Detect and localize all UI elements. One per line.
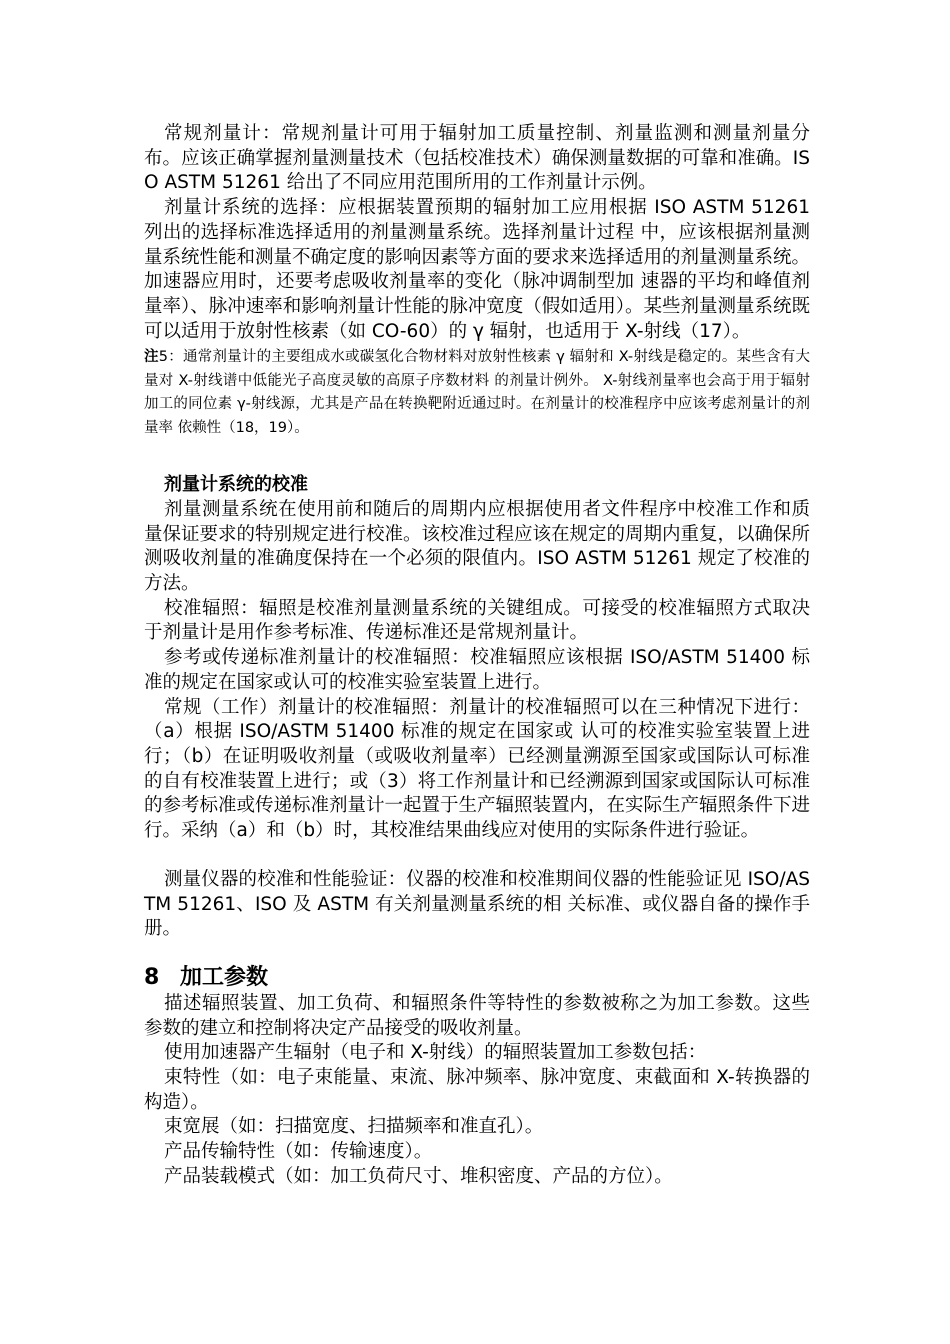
paragraph-beam-spread: 束宽展（如：扫描宽度、扫描频率和准直孔）。 xyxy=(164,1116,544,1138)
paragraph-accelerator-parameters: 使用加速器产生辐射（电子和 X-射线）的辐照装置加工参数包括： xyxy=(164,1042,707,1064)
paragraph-calibration-intro: 剂量测量系统在使用前和随后的周期内应根据使用者文件程序中校准工作和质量保证要求的特别规定进行校准。该校准过程应该在规定的周期内重复，以确保所测吸收剂量的准确度保持在一个必须的限值内。ISO ASTM 51261 规定了校准的方法。 xyxy=(144,498,811,595)
paragraph-routine-calibration: 常规（工作）剂量计的校准辐照：剂量计的校准辐照可以在三种情况下进行：（a）根据 ISO/ASTM 51400 标准的规定在国家或 认可的校准实验室装置上进行；（b）在证明吸收剂量（或吸收剂量率）已经测量溯源至国家或国际认可标准的自有校准装置上进行；或（3）将工作剂量计和已经溯源到国家或国际认可标准的参考标准或传递标准剂量计一起置于生产辐照装置内，在实际生产辐照条件下进行。采纳（a）和（b）时，其校准结果曲线应对使用的实际条件进行验证。 xyxy=(144,696,811,842)
section-heading-8 xyxy=(144,964,810,992)
document-page xyxy=(144,122,810,1190)
paragraph-beam-characteristics: 束特性（如：电子束能量、束流、脉冲频率、脉冲宽度、束截面和 X-转换器的构造）。 xyxy=(144,1067,810,1113)
paragraph-conveyor: 产品传输特性（如：传输速度）。 xyxy=(164,1141,433,1163)
section-title: 加工参数 xyxy=(180,964,269,990)
note-text: 5：通常剂量计的主要组成水或碳氢化合物材料对放射性核素 γ 辐射和 X-射线是稳定的。某些含有大量对 X-射线谱中低能光子高度灵敏的高原子序数材料 的剂量计例外。 X-射线剂量率也会高于用于辐射加工的同位素 γ-射线源，尤其是产品在转换靶附近通过时。在剂量计的校准程序中应该考虑剂量计的剂量率 依赖性（18，19）。 xyxy=(144,349,811,436)
paragraph-instrument-calibration: 测量仪器的校准和性能验证：仪器的校准和校准期间仪器的性能验证见 ISO/ASTM 51261、ISO 及 ASTM 有关剂量测量系统的相 关标准、或仪器自备的操作手册。 xyxy=(144,868,810,940)
paragraph-dosimeter-selection: 剂量计系统的选择：应根据装置预期的辐射加工应用根据 ISO ASTM 51261 列出的选择标准选择适用的剂量测量系统。选择剂量计过程 中，应该根据剂量测量系统性能和测量不确定度的影响因素等方面的要求来选择适用的剂量测量系统。加速器应用时，还要考虑吸收剂量率的变化（脉冲调制型加 速器的平均和峰值剂量率）、脉冲速率和影响剂量计性能的脉冲宽度（假如适用）。某些剂量测量系统既可以适用于放射性核素（如 CO-60）的 γ 辐射，也适用于 X-射线（17）。 xyxy=(144,197,811,342)
note-5 xyxy=(144,346,810,440)
paragraph-calibration-irradiation: 校准辐照：辐照是校准剂量测量系统的关键组成。可接受的校准辐照方式取决于剂量计是用作参考标准、传递标准还是常规剂量计。 xyxy=(144,597,810,644)
subheading-calibration: 剂量计系统的校准 xyxy=(164,473,308,495)
paragraph-routine-dosimeter: 常规剂量计：常规剂量计可用于辐射加工质量控制、剂量监测和测量剂量分布。应该正确掌握剂量测量技术（包括校准技术）确保测量数据的可靠和准确。ISO ASTM 51261 给出了不同应用范围所用的工作剂量计示例。 xyxy=(144,123,810,194)
paragraph-reference-standard: 参考或传递标准剂量计的校准辐照：校准辐照应该根据 ISO/ASTM 51400 标准的规定在国家或认可的校准实验室装置上进行。 xyxy=(144,647,810,693)
section-number: 8 xyxy=(144,964,160,990)
paragraph-loading-pattern: 产品装载模式（如：加工负荷尺寸、堆积密度、产品的方位）。 xyxy=(164,1165,673,1187)
note-label: 注 xyxy=(144,349,159,366)
paragraph-process-parameters: 描述辐照装置、加工负荷、和辐照条件等特性的参数被称之为加工参数。这些参数的建立和控制将决定产品接受的吸收剂量。 xyxy=(144,992,810,1039)
spacer xyxy=(144,844,810,868)
